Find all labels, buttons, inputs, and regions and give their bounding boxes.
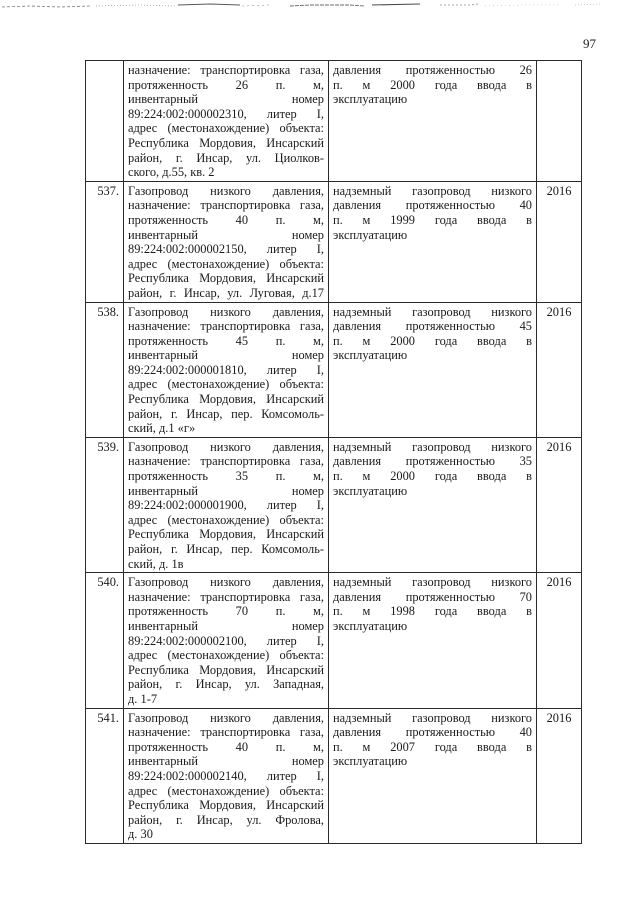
text-line: давления протяженностью 35 bbox=[333, 454, 532, 469]
registry-table-body bbox=[86, 61, 582, 844]
table-row bbox=[86, 573, 582, 708]
text-line: эксплуатацию bbox=[333, 754, 408, 769]
text-line: инвентарный номер bbox=[128, 754, 324, 769]
text-line: д. 1-7 bbox=[128, 691, 158, 706]
text-line: назначение: транспортировка газа, bbox=[128, 454, 324, 469]
text-line: 89:224:002:000001900, литер I, bbox=[128, 498, 324, 513]
text-line: п. м 2000 года ввода в bbox=[333, 77, 532, 92]
text-line: 89:224:002:000002140, литер I, bbox=[128, 768, 324, 783]
text-line: назначение: транспортировка газа, bbox=[128, 319, 324, 334]
text-line: Республика Мордовия, Инсарский bbox=[128, 527, 324, 542]
year-cell: 2016 bbox=[537, 181, 582, 302]
text-line: эксплуатацию bbox=[333, 92, 408, 107]
text-line: район, г. Инсар, пер. Комсомоль- bbox=[128, 542, 324, 556]
text-line: эксплуатацию bbox=[333, 483, 408, 498]
row-number-cell: 540. bbox=[86, 573, 124, 708]
text-line: адрес (местонахождение) объекта: bbox=[128, 783, 324, 798]
text-line: п. м 2000 года ввода в bbox=[333, 469, 532, 484]
row-number-cell: 541. bbox=[86, 708, 124, 843]
year-cell: 2016 bbox=[537, 302, 582, 437]
object-name-cell bbox=[124, 181, 329, 302]
text-line: 89:224:002:000001810, литер I, bbox=[128, 362, 324, 377]
text-line: протяженность 40 п. м, bbox=[128, 739, 324, 754]
text-line: давления протяженностью 70 bbox=[333, 589, 532, 604]
text-line: Газопровод низкого давления, bbox=[128, 575, 324, 590]
object-description-cell bbox=[329, 708, 537, 843]
object-name-cell bbox=[124, 61, 329, 182]
text-line: п. м 1999 года ввода в bbox=[333, 212, 532, 227]
object-description-cell bbox=[329, 437, 537, 572]
text-line: назначение: транспортировка газа, bbox=[128, 725, 324, 740]
text-line: давления протяженностью 26 bbox=[333, 63, 532, 77]
text-line: адрес (местонахождение) объекта: bbox=[128, 512, 324, 527]
text-line: эксплуатацию bbox=[333, 227, 408, 242]
object-description-cell bbox=[329, 61, 537, 182]
text-line: протяженность 70 п. м, bbox=[128, 604, 324, 619]
year-cell bbox=[537, 61, 582, 182]
scan-artifact-strip bbox=[0, 0, 640, 14]
text-line: Республика Мордовия, Инсарский bbox=[128, 392, 324, 407]
text-line: Республика Мордовия, Инсарский bbox=[128, 271, 324, 286]
text-line: надземный газопровод низкого bbox=[333, 710, 532, 725]
row-number-cell: 538. bbox=[86, 302, 124, 437]
gas-pipeline-registry-table bbox=[85, 60, 582, 844]
object-name-cell bbox=[124, 573, 329, 708]
text-line: район, г. Инсар, ул. Луговая, д.17 bbox=[128, 285, 324, 300]
text-line: район, г. Инсар, ул. Западная, bbox=[128, 677, 324, 692]
table-row bbox=[86, 61, 582, 182]
text-line: назначение: транспортировка газа, bbox=[128, 198, 324, 213]
text-line: Газопровод низкого давления, bbox=[128, 439, 324, 454]
text-line: район, г. Инсар, пер. Комсомоль- bbox=[128, 406, 324, 421]
text-line: инвентарный номер bbox=[128, 92, 324, 107]
text-line: 89:224:002:000002310, литер I, bbox=[128, 106, 324, 121]
table-row bbox=[86, 181, 582, 302]
table-row bbox=[86, 302, 582, 437]
row-number-cell bbox=[86, 61, 124, 182]
text-line: протяженность 45 п. м, bbox=[128, 333, 324, 348]
text-line: адрес (местонахождение) объекта: bbox=[128, 256, 324, 271]
text-line: п. м 2007 года ввода в bbox=[333, 739, 532, 754]
text-line: давления протяженностью 45 bbox=[333, 319, 532, 334]
table-row bbox=[86, 437, 582, 572]
text-line: 89:224:002:000002150, литер I, bbox=[128, 242, 324, 257]
text-line: протяженность 26 п. м, bbox=[128, 77, 324, 92]
text-line: ский, д. 1в bbox=[128, 556, 184, 571]
text-line: район, г. Инсар, ул. Циолков- bbox=[128, 150, 324, 165]
text-line: ского, д.55, кв. 2 bbox=[128, 165, 215, 180]
row-number-cell: 537. bbox=[86, 181, 124, 302]
text-line: Газопровод низкого давления, bbox=[128, 304, 324, 319]
text-line: надземный газопровод низкого bbox=[333, 183, 532, 198]
object-name-cell bbox=[124, 437, 329, 572]
year-cell: 2016 bbox=[537, 573, 582, 708]
text-line: инвентарный номер bbox=[128, 348, 324, 363]
text-line: инвентарный номер bbox=[128, 483, 324, 498]
text-line: адрес (местонахождение) объекта: bbox=[128, 648, 324, 663]
text-line: 89:224:002:000002100, литер I, bbox=[128, 633, 324, 648]
text-line: Республика Мордовия, Инсарский bbox=[128, 135, 324, 150]
text-line: инвентарный номер bbox=[128, 618, 324, 633]
text-line: протяженность 40 п. м, bbox=[128, 212, 324, 227]
page-number: 97 bbox=[583, 36, 596, 51]
text-line: адрес (местонахождение) объекта: bbox=[128, 377, 324, 392]
text-line: адрес (местонахождение) объекта: bbox=[128, 121, 324, 136]
text-line: надземный газопровод низкого bbox=[333, 304, 532, 319]
text-line: Республика Мордовия, Инсарский bbox=[128, 798, 324, 813]
object-name-cell bbox=[124, 708, 329, 843]
text-line: Республика Мордовия, Инсарский bbox=[128, 662, 324, 677]
text-line: инвентарный номер bbox=[128, 227, 324, 242]
text-line: Газопровод низкого давления, bbox=[128, 710, 324, 725]
text-line: д. 30 bbox=[128, 827, 153, 842]
row-number-cell: 539. bbox=[86, 437, 124, 572]
text-line: эксплуатацию bbox=[333, 348, 408, 363]
object-description-cell bbox=[329, 302, 537, 437]
table-row bbox=[86, 708, 582, 843]
object-description-cell bbox=[329, 181, 537, 302]
text-line: п. м 2000 года ввода в bbox=[333, 333, 532, 348]
object-name-cell bbox=[124, 302, 329, 437]
object-description-cell bbox=[329, 573, 537, 708]
year-cell: 2016 bbox=[537, 708, 582, 843]
text-line: п. м 1998 года ввода в bbox=[333, 604, 532, 619]
text-line: давления протяженностью 40 bbox=[333, 198, 532, 213]
text-line: назначение: транспортировка газа, bbox=[128, 63, 324, 77]
year-cell: 2016 bbox=[537, 437, 582, 572]
text-line: давления протяженностью 40 bbox=[333, 725, 532, 740]
text-line: протяженность 35 п. м, bbox=[128, 469, 324, 484]
text-line: Газопровод низкого давления, bbox=[128, 183, 324, 198]
text-line: район, г. Инсар, ул. Фролова, bbox=[128, 812, 324, 827]
text-line: эксплуатацию bbox=[333, 618, 408, 633]
text-line: надземный газопровод низкого bbox=[333, 439, 532, 454]
text-line: надземный газопровод низкого bbox=[333, 575, 532, 590]
text-line: назначение: транспортировка газа, bbox=[128, 589, 324, 604]
text-line: ский, д.1 «г» bbox=[128, 421, 196, 436]
